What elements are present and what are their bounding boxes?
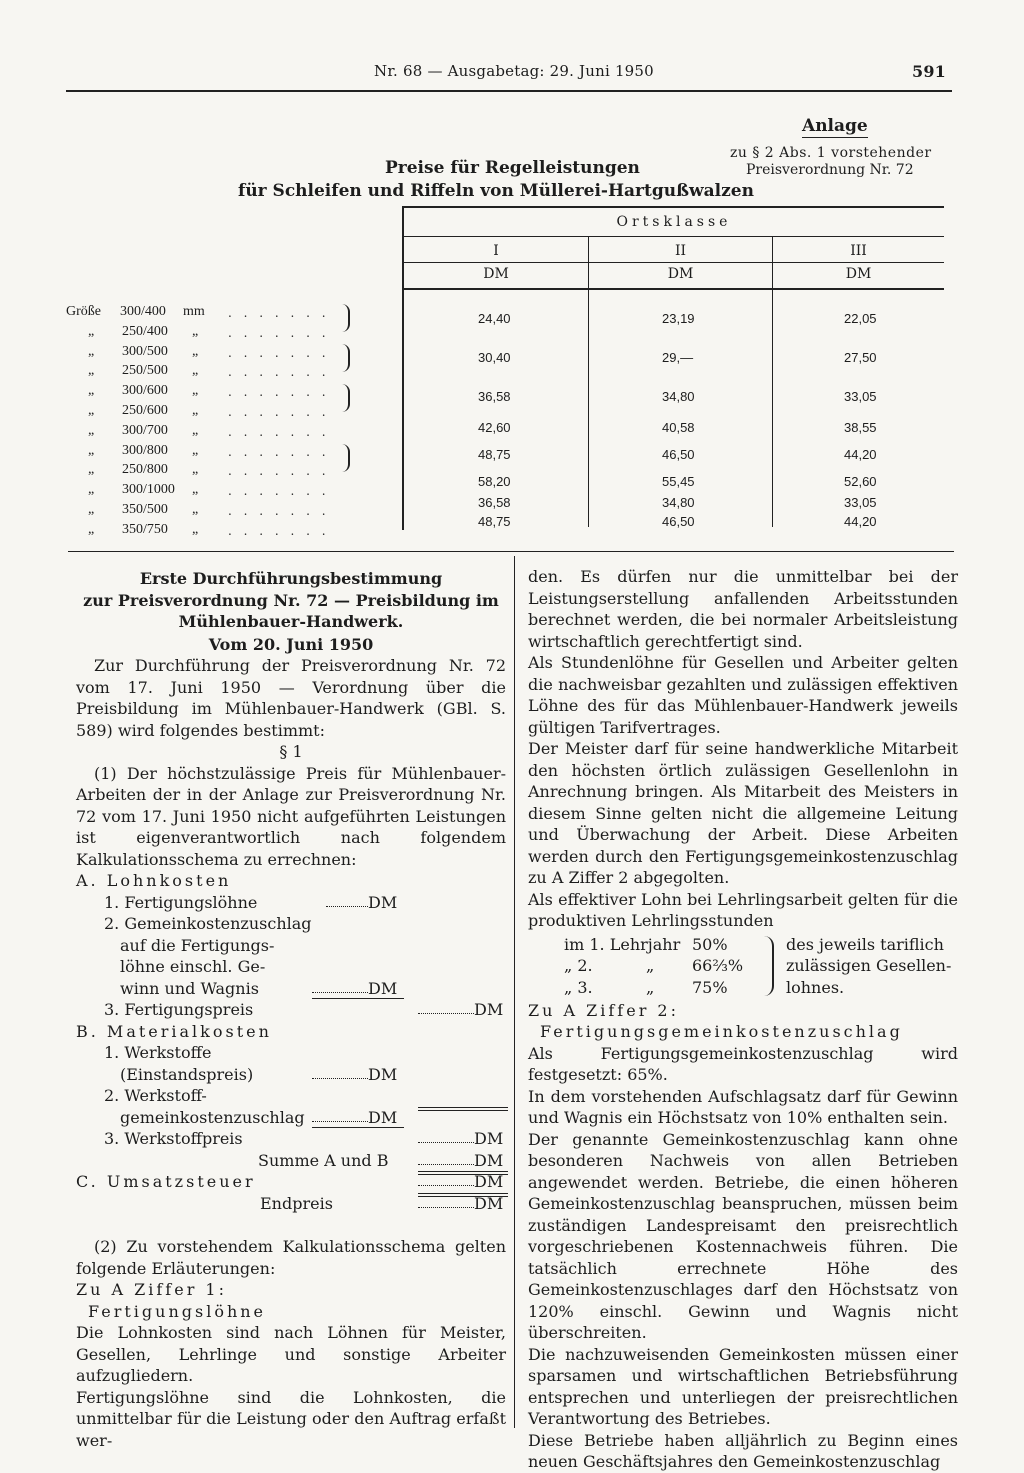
paragraph-2: (2) Zu vorstehendem Kalkulationsschema gelten folgende Erläuterungen:: [76, 1237, 506, 1278]
ditto-mark: „: [88, 442, 95, 458]
scheme-dm: DM: [474, 1193, 504, 1213]
ziffer1-heading: Zu A Ziffer 1:: [76, 1280, 227, 1299]
leader-dots: . . . . . . .: [228, 464, 330, 479]
table-top-rule: [404, 206, 944, 208]
size-label: 250/500: [122, 363, 168, 379]
group-rule: [404, 236, 944, 237]
price-cell: 22,05: [844, 311, 877, 326]
price-cell: 36,58: [478, 389, 511, 404]
dotted-leader: [418, 1207, 474, 1208]
ditto-mark: „: [192, 343, 199, 359]
scheme-dm: DM: [474, 1150, 504, 1170]
section-heading: § 1: [279, 742, 303, 761]
price-cell: 34,80: [662, 389, 695, 404]
price-cell: 48,75: [478, 514, 511, 529]
anlage-ref-line2: Preisverordnung Nr. 72: [746, 162, 914, 178]
ditto-mark: „: [88, 462, 95, 478]
size-label: 350/750: [122, 521, 168, 537]
left-column: [76, 568, 506, 1451]
scheme-a3: 3. Fertigungspreis: [104, 1000, 254, 1019]
price-cell: 23,19: [662, 311, 695, 326]
scheme-b1-1: 1. Werkstoffe: [104, 1043, 212, 1062]
apprentice-table: [528, 934, 958, 1000]
leader-dots: . . . . . . .: [228, 365, 330, 380]
price-cell: 44,20: [844, 447, 877, 462]
leader-dots: . . . . . . .: [228, 306, 330, 320]
ditto-mark: „: [88, 363, 95, 379]
ditto-mark: „: [192, 323, 199, 339]
size-label: 300/500: [122, 343, 168, 359]
scheme-dm: DM: [368, 1064, 398, 1084]
issue-line: Nr. 68 — Ausgabetag: 29. Juni 1950: [374, 62, 654, 80]
table-title-line1: Preise für Regelleistungen: [385, 158, 640, 178]
anlage-title: Anlage: [802, 116, 868, 136]
col-head-3: III: [850, 243, 867, 259]
scheme-a2-3: löhne einschl. Ge-: [120, 957, 266, 976]
ditto-mark: „: [88, 383, 95, 399]
ditto-mark: „: [88, 502, 95, 517]
double-rule: [418, 1193, 508, 1197]
scheme-b2-2: gemeinkostenzuschlag: [120, 1107, 305, 1127]
ditto-mark: „: [192, 363, 199, 379]
price-cell: 27,50: [844, 350, 877, 365]
price-cell: 29,—: [662, 350, 694, 365]
price-cell: 33,05: [844, 495, 877, 510]
right-paragraph-1: den. Es dürfen nur die unmittelbar bei der Leistungserstellung anfallenden Arbeitsstunden berechnet werden, die bei normaler Arbeitsleistung wirtschaftlich gerechtfertigt sind.: [528, 567, 958, 651]
dotted-leader: [418, 1142, 474, 1143]
dotted-leader: [418, 1164, 474, 1165]
article-title-2: zur Preisverordnung Nr. 72 — Preisbildung im: [83, 590, 499, 610]
scheme-sum: Summe A und B: [258, 1150, 389, 1170]
ditto-mark: „: [192, 521, 199, 537]
leader-dots: . . . . . . .: [228, 385, 330, 400]
price-cell: 30,40: [478, 350, 511, 365]
size-prefix: Größe: [66, 304, 101, 319]
price-cell: 46,50: [662, 447, 695, 462]
scheme-end: Endpreis: [260, 1193, 333, 1213]
price-cell: 44,20: [844, 514, 877, 529]
price-cell: 38,55: [844, 420, 877, 435]
ditto-mark: „: [646, 977, 655, 997]
right-paragraph-7: Der genannte Gemeinkostenzuschlag kann ohne besonderen Nachweis von allen Betrieben angewendet werden. Betriebe, die einen höheren Gemeinkostenzuschlag beanspruchen, müssen beim zuständigen Landespreisamt den preisrechtlich vorgeschriebenen Kostennachweis führen. Die tatsächlich errechnete Höhe des Gemeinkostenzuschlages darf den Höchstsatz von 120% einschl. Gewinn und Wagnis nicht überschreiten.: [528, 1129, 958, 1342]
size-label: 300/600: [122, 383, 168, 399]
right-paragraph-3: Der Meister darf für seine handwerkliche Mitarbeit den höchsten örtlich zulässigen Gesellenlohn in Anrechnung bringen. Als Mitarbeit des Meisters in diesem Sinne gelten nicht die allgemeine Leitung und Überwachung der Arbeit. Diese Arbeiten werden durch den Fertigungsgemeinkostenzuschlag zu A Ziffer 2 abgegolten.: [528, 739, 958, 887]
ditto-mark: „: [192, 403, 199, 418]
article-date: Vom 20. Juni 1950: [208, 634, 374, 654]
page-number: 591: [912, 62, 946, 81]
price-cell: 55,45: [662, 474, 695, 489]
size-label: 300/400: [120, 304, 166, 319]
ditto-mark: „: [88, 521, 95, 537]
scheme-dm: DM: [474, 1172, 504, 1191]
leader-dots: . . . . . . .: [228, 424, 330, 439]
col-head-2: II: [674, 243, 687, 259]
ditto-mark: „: [88, 422, 95, 438]
scheme-a: A. Lohnkosten: [76, 871, 232, 890]
ditto-mark: „: [192, 383, 199, 399]
price-cell: 58,20: [478, 474, 511, 489]
apprentice-rate-1: 50%: [692, 934, 728, 954]
right-paragraph-9: Diese Betriebe haben alljährlich zu Beginn eines neuen Geschäftsjahres den Gemeinkostenzuschlag: [528, 1430, 958, 1471]
price-cell: 33,05: [844, 389, 877, 404]
ditto-mark: „: [88, 343, 95, 359]
leader-dots: . . . . . . .: [228, 345, 330, 360]
ziffer2-heading: Zu A Ziffer 2:: [528, 1000, 679, 1020]
dotted-leader: [326, 892, 368, 907]
ditto-mark: „: [192, 442, 199, 458]
ziffer2-subheading: Fertigungsgemeinkostenzuschlag: [540, 1022, 903, 1041]
apprentice-text-1: des jeweils tariflich: [786, 934, 944, 954]
scheme-dm: DM: [474, 1000, 504, 1019]
right-column: [528, 566, 958, 1473]
dotted-leader: [418, 1185, 474, 1186]
row-brace: [342, 444, 350, 472]
size-label: 350/500: [122, 502, 168, 517]
header-rule: [66, 90, 952, 92]
col-head-1: I: [493, 243, 499, 259]
apprentice-year-1: im 1. Lehrjahr: [564, 934, 681, 954]
ditto-mark: „: [88, 403, 95, 418]
paragraph-1: (1) Der höchstzulässige Preis für Mühlenbauer-Arbeiten der in der Anlage zur Preisverordnung Nr. 72 vom 17. Juni 1950 nicht aufgeführten Leistungen ist eigenverantwortlich nach folgendem Kalkulationsschema zu errechnen:: [76, 763, 506, 869]
ditto-mark: „: [192, 502, 199, 517]
leader-dots: . . . . . . .: [228, 484, 330, 499]
unit-3: DM: [845, 266, 872, 282]
right-paragraph-5: Als Fertigungsgemeinkostenzuschlag wird festgesetzt: 65%.: [528, 1043, 958, 1084]
ziffer1-subheading: Fertigungslöhne: [88, 1301, 267, 1321]
ziffer1-paragraph-2: Fertigungslöhne sind die Lohnkosten, die unmittelbar für die Leistung oder den Auftrag erfaßt wer-: [76, 1387, 506, 1450]
anlage-ref-line1: zu § 2 Abs. 1 vorstehender: [730, 145, 932, 161]
leader-dots: . . . . . . .: [228, 325, 330, 340]
apprentice-text-2: zulässigen Gesellen-: [786, 956, 952, 975]
double-rule: [418, 1107, 508, 1111]
scheme-b1-2: (Einstandspreis): [120, 1064, 254, 1084]
calculation-scheme: [76, 870, 506, 1236]
ziffer1-paragraph-1: Die Lohnkosten sind nach Löhnen für Meister, Gesellen, Lehrlinge und sonstige Arbeiter aufzugliedern.: [76, 1323, 506, 1385]
double-rule: [418, 1171, 508, 1175]
right-paragraph-4: Als effektiver Lohn bei Lehrlingsarbeit gelten für die produktiven Lehrlingsstunden: [528, 889, 958, 930]
scheme-a2-2: auf die Fertigungs-: [120, 935, 275, 955]
price-cell: 46,50: [662, 514, 695, 529]
group-header: Ortsklasse: [616, 214, 732, 230]
scheme-dm: DM: [368, 978, 398, 998]
column-divider: [514, 556, 515, 1428]
unit-2: DM: [667, 266, 694, 282]
size-unit-mm: mm: [183, 304, 205, 319]
scheme-a1: 1. Fertigungslöhne: [104, 892, 258, 912]
right-paragraph-2: Als Stundenlöhne für Gesellen und Arbeiter gelten die nachweisbar gezahlten und zulässigen effektiven Löhne des für das Mühlenbauer-Handwerk jeweils gültigen Tarifvertrages.: [528, 653, 958, 737]
scheme-b3: 3. Werkstoffpreis: [104, 1129, 243, 1148]
scheme-c: C. Umsatzsteuer: [76, 1172, 256, 1191]
apprentice-year-3: „ 3.: [564, 977, 593, 997]
dotted-leader: [312, 1078, 368, 1079]
leader-dots: . . . . . . .: [228, 405, 330, 419]
scheme-b: B. Materialkosten: [76, 1021, 272, 1041]
price-cell: 48,75: [478, 447, 511, 462]
scheme-b2-1: 2. Werkstoff-: [104, 1086, 207, 1105]
price-cell: 36,58: [478, 495, 511, 510]
price-cell: 42,60: [478, 420, 511, 435]
size-label: 300/1000: [122, 482, 175, 498]
ditto-mark: „: [192, 482, 199, 498]
size-label: 250/800: [122, 462, 168, 478]
unit-rule: [404, 288, 944, 290]
article-title-3: Mühlenbauer-Handwerk.: [178, 612, 404, 631]
row-brace: [342, 384, 350, 412]
dotted-leader: [418, 1013, 474, 1014]
scheme-dm: DM: [368, 1107, 398, 1127]
apprentice-text-3: lohnes.: [786, 977, 845, 997]
leader-dots: . . . . . . .: [228, 444, 330, 459]
dotted-leader: [312, 992, 368, 993]
ditto-mark: „: [88, 482, 95, 498]
scheme-dm: DM: [474, 1129, 504, 1148]
table-title-line2: für Schleifen und Riffeln von Müllerei-Hartgußwalzen: [238, 181, 754, 201]
apprentice-brace: [764, 936, 774, 996]
scheme-a2-4: winn und Wagnis: [120, 978, 259, 998]
leader-dots: . . . . . . .: [228, 523, 330, 538]
right-paragraph-6: In dem vorstehenden Aufschlagsatz darf für Gewinn und Wagnis ein Höchstsatz von 10% enthalten sein.: [528, 1086, 958, 1127]
row-brace: [342, 304, 350, 332]
price-cell: 34,80: [662, 495, 695, 510]
ditto-mark: „: [192, 462, 199, 478]
scheme-a2-1: 2. Gemeinkostenzuschlag: [104, 914, 312, 933]
scheme-dm: DM: [368, 892, 398, 912]
price-cell: 52,60: [844, 474, 877, 489]
unit-1: DM: [483, 266, 509, 282]
intro-paragraph: Zur Durchführung der Preisverordnung Nr. 72 vom 17. Juni 1950 — Verordnung über die Preisbildung im Mühlenbauer-Handwerk (GBl. S. 589) wird folgendes bestimmt:: [76, 656, 506, 740]
apprentice-rate-3: 75%: [692, 977, 728, 997]
price-cell: 24,40: [478, 311, 511, 326]
right-paragraph-8: Die nachzuweisenden Gemeinkosten müssen einer sparsamen und wirtschaftlichen Betriebsführung entsprechen und unterliegen der preisrechtlichen Verantwortung des Betriebes.: [528, 1344, 958, 1428]
table-bottom-rule: [68, 551, 954, 552]
head-rule: [404, 262, 944, 263]
dotted-leader: [312, 1121, 368, 1122]
size-label: 250/400: [122, 323, 168, 339]
size-label: 250/600: [122, 403, 168, 418]
apprentice-rate-2: 66⅔%: [692, 956, 744, 975]
ditto-mark: „: [192, 422, 199, 438]
size-label: 300/700: [122, 422, 168, 438]
price-cell: 40,58: [662, 420, 695, 435]
ditto-mark: „: [88, 323, 95, 339]
size-label: 300/800: [122, 442, 168, 458]
row-brace: [342, 344, 350, 372]
leader-dots: . . . . . . .: [228, 504, 330, 518]
apprentice-year-2: „ 2.: [564, 956, 593, 975]
ditto-mark: „: [646, 956, 655, 975]
article-title-1: Erste Durchführungsbestimmung: [139, 569, 443, 588]
